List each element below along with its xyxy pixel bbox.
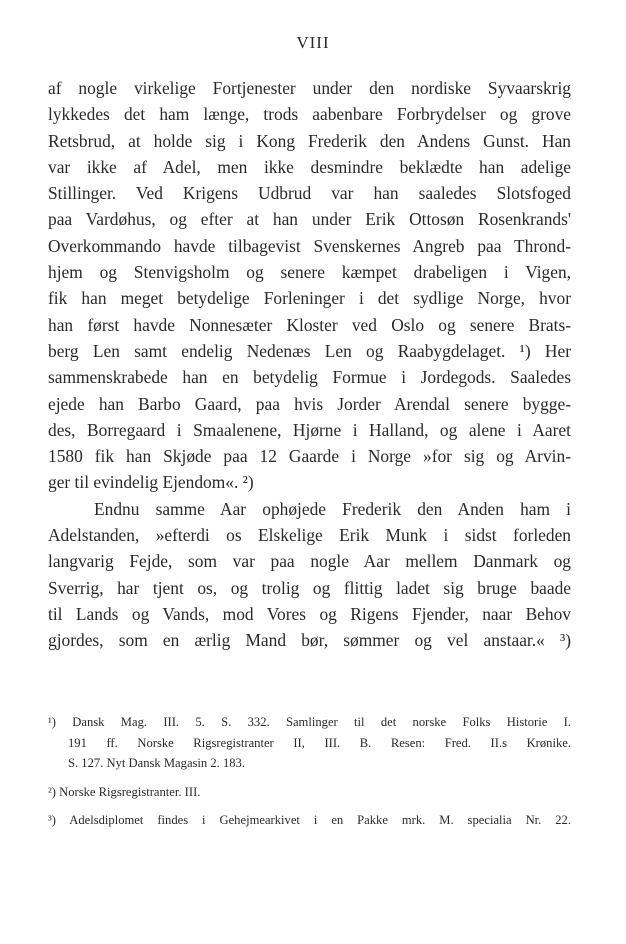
text-line: ger til evindelig Ejendom«. ²) xyxy=(48,472,254,493)
footnote-1: ¹) Dansk Mag. III. 5. S. 332. Samlinger til det norske Folks Historie I. xyxy=(48,715,571,729)
text-line: berg Len samt endelig Nedenæs Len og Raabygdelaget. ¹) Her xyxy=(48,340,571,361)
text-line: han først havde Nonnesæter Kloster ved Oslo og senere Brats- xyxy=(48,314,571,335)
footnote-3: ³) Adelsdiplomet findes i Gehejmearkivet i en Pakke mrk. M. specialia Nr. 22. xyxy=(48,813,571,827)
text-line: Stillinger. Ved Krigens Udbrud var han saaledes Slotsfoged xyxy=(48,183,571,204)
text-line: Sverrig, har tjent os, og trolig og flittig ladet sig bruge baade xyxy=(48,577,571,598)
text-line: sammenskrabede han en betydelig Formue i Jordegods. Saaledes xyxy=(48,367,571,388)
text-line: langvarig Fejde, som var paa nogle Aar mellem Danmark og xyxy=(48,551,571,572)
text-line: var ikke af Adel, men ikke desmindre beklædte han adelige xyxy=(48,156,571,177)
text-line: ejede han Barbo Gaard, paa hvis Jorder Arendal senere bygge- xyxy=(48,393,571,414)
text-line: des, Borregaard i Smaalenene, Hjørne i Halland, og alene i Aaret xyxy=(48,419,571,440)
footnote-1-continued: S. 127. Nyt Dansk Magasin 2. 183. xyxy=(68,756,246,770)
text-line: af nogle virkelige Fortjenester under den nordiske Syvaarskrig xyxy=(48,78,571,98)
text-line: 1580 fik han Skjøde paa 12 Gaarde i Norge »for sig og Arvin- xyxy=(48,446,571,467)
text-line: Overkommando havde tilbagevist Svenskernes Angreb paa Thrond- xyxy=(48,235,571,256)
text-line: Adelstanden, »efterdi os Elskelige Erik Munk i sidst forleden xyxy=(48,525,571,546)
text-line: hjem og Stenvigsholm og senere kæmpet drabeligen i Vigen, xyxy=(48,262,571,283)
footnote-2: ²) Norske Rigsregistranter. III. xyxy=(48,784,201,799)
text-line: gjordes, som en ærlig Mand bør, sømmer og vel anstaar.« ³) xyxy=(48,630,571,651)
page-number: VIII xyxy=(296,33,330,52)
footnotes xyxy=(48,712,571,831)
text-line: lykkedes det ham længe, trods aabenbare Forbrydelser og grove xyxy=(48,104,571,125)
footnote-1-continued: 191 ff. Norske Rigsregistranter II, III. B. Resen: Fred. II.s Krønike. xyxy=(68,735,571,750)
text-line: Retsbrud, at holde sig i Kong Frederik den Andens Gunst. Han xyxy=(48,130,571,151)
paragraph-first-line: Endnu samme Aar ophøjede Frederik den Anden ham i xyxy=(94,498,571,519)
text-line: til Lands og Vands, mod Vores og Rigens Fjender, naar Behov xyxy=(48,603,571,624)
text-line: paa Vardøhus, og efter at han under Erik Ottosøn Rosenkrands' xyxy=(48,209,571,230)
text-line: fik han meget betydelige Forleninger i det sydlige Norge, hvor xyxy=(48,288,571,309)
body-text xyxy=(48,75,571,654)
